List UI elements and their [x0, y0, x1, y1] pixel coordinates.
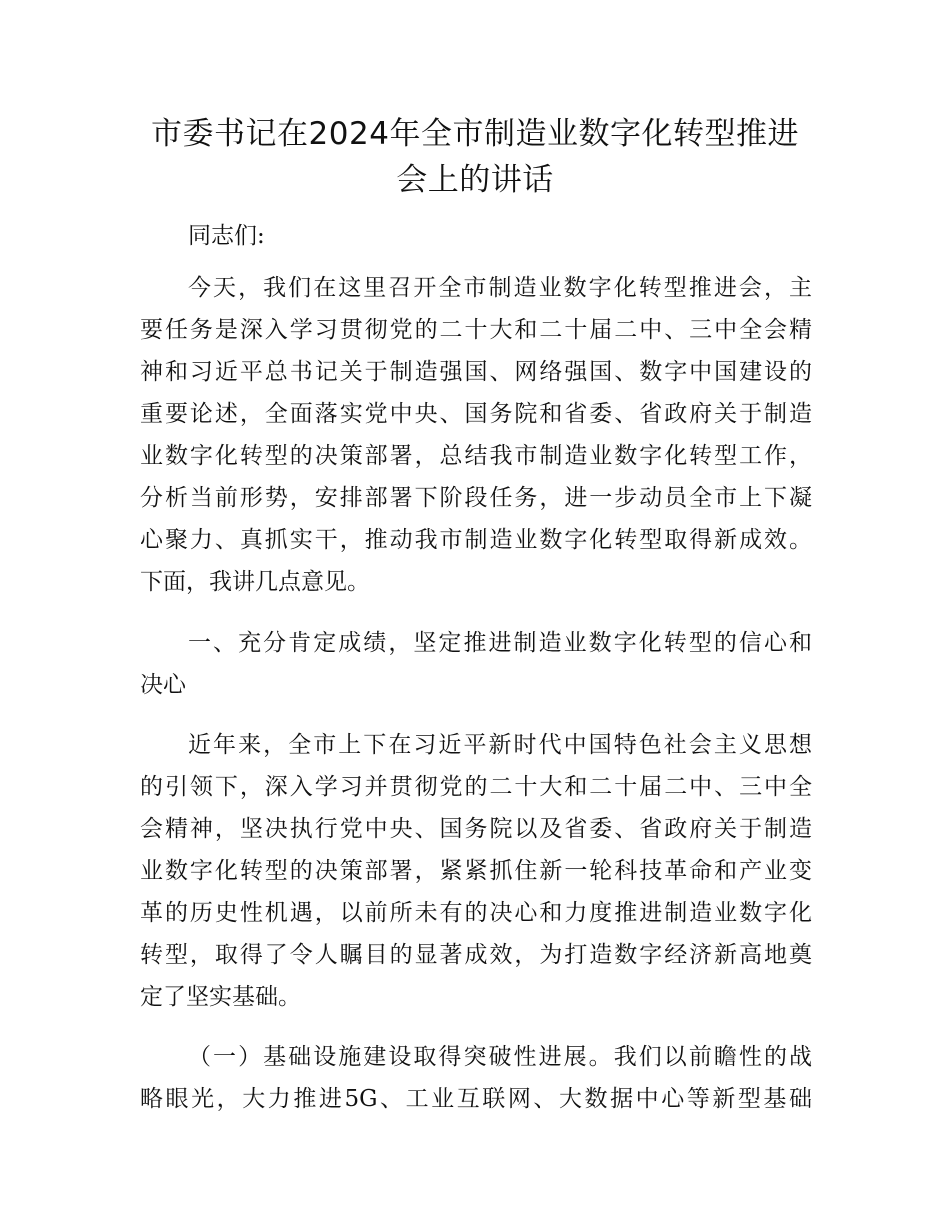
paragraph-line: 重要论述，全面落实党中央、国务院和省委、省政府关于制造 — [140, 401, 812, 427]
paragraph-line: 要任务是深入学习贯彻党的二十大和二十届二中、三中全会精 — [140, 317, 812, 343]
paragraph-line: 定了坚实基础。 — [140, 984, 301, 1010]
paragraph-line: 略眼光，大力推进5G、工业互联网、大数据中心等新型基础 — [140, 1086, 812, 1112]
paragraph-opening — [140, 267, 812, 603]
paragraph-line: 转型，取得了令人瞩目的显著成效，为打造数字经济新高地奠 — [140, 942, 812, 968]
paragraph-line: （一）基础设施建设取得突破性进展。我们以前瞻性的战 — [188, 1044, 812, 1070]
paragraph-line: 分析当前形势，安排部署下阶段任务，进一步动员全市上下凝 — [140, 485, 812, 511]
paragraph-line: 神和习近平总书记关于制造强国、网络强国、数字中国建设的 — [140, 359, 812, 385]
paragraph-line: 革的历史性机遇，以前所未有的决心和力度推进制造业数字化 — [140, 900, 812, 926]
paragraph-line: 会精神，坚决执行党中央、国务院以及省委、省政府关于制造 — [140, 816, 812, 842]
salutation-text: 同志们: — [188, 223, 265, 249]
paragraph-line: 的引领下，深入学习并贯彻党的二十大和二十届二中、三中全 — [140, 774, 812, 800]
paragraph-line: 近年来，全市上下在习近平新时代中国特色社会主义思想 — [188, 732, 812, 758]
paragraph-line: 下面，我讲几点意见。 — [140, 569, 370, 595]
paragraph-line: 心聚力、真抓实干，推动我市制造业数字化转型取得新成效。 — [140, 527, 812, 553]
paragraph-infrastructure — [140, 1036, 812, 1120]
document-title-line-1: 市委书记在2024年全市制造业数字化转型推进 — [151, 116, 799, 152]
paragraph-achievements — [140, 724, 812, 1018]
heading-line: 一、充分肯定成绩，坚定推进制造业数字化转型的信心和 — [188, 630, 812, 656]
salutation — [140, 215, 812, 257]
document-title-line-2: 会上的讲话 — [396, 162, 554, 198]
section-heading-1 — [140, 622, 812, 706]
heading-line: 决心 — [140, 672, 186, 698]
paragraph-line: 今天，我们在这里召开全市制造业数字化转型推进会，主 — [188, 275, 812, 301]
paragraph-line: 业数字化转型的决策部署，总结我市制造业数字化转型工作， — [140, 443, 812, 469]
paragraph-line: 业数字化转型的决策部署，紧紧抓住新一轮科技革命和产业变 — [140, 858, 812, 884]
